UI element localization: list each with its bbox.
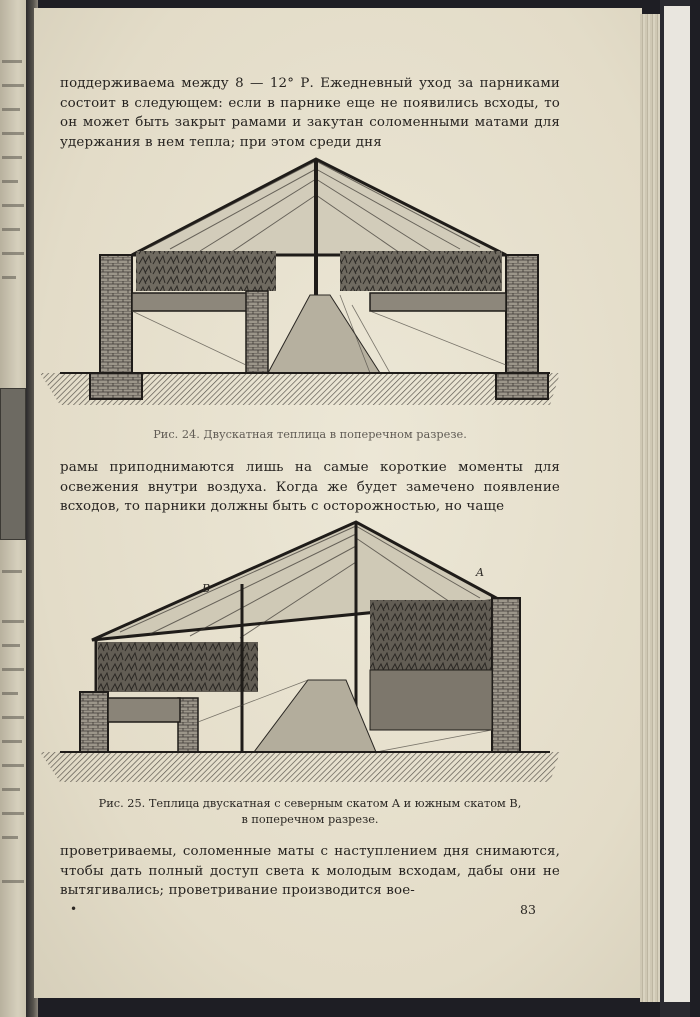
figure-24-greenhouse	[40, 155, 560, 420]
figure-25-label-a: A	[476, 566, 484, 579]
figure-25-caption-line-2: в поперечном разрезе.	[241, 813, 379, 826]
paragraph-middle: рамы приподнимаются лишь на самые короткие моменты для освежения внутри воздуха. Когда же будет замечено появление всходов, то парники должны быть с осторожностью, но чаще	[60, 460, 560, 515]
page-number: 83	[520, 902, 536, 917]
printer-mark: •	[70, 902, 78, 916]
left-page-illustration	[0, 388, 26, 540]
paragraph-bottom: проветриваемы, соломенные маты с наступлением дня снимаются, чтобы дать полный доступ света к молодым всходам, дабы они не вытягивались; проветривание производится вое-	[60, 844, 560, 899]
figure-25-greenhouse	[40, 512, 560, 792]
figure-24-caption: Рис. 24. Двускатная теплица в поперечном разрезе.	[153, 428, 467, 441]
endpaper	[664, 6, 690, 1002]
page-block-edge	[640, 14, 662, 1002]
figure-25-caption	[60, 796, 560, 828]
paragraph-top: поддерживаема между 8 — 12° Р. Ежедневный уход за парниками состоит в следующем: если в парнике еще не появились всходы, то он может быть закрыт рамами и закутан соломенными матами для удержания в нем тепла; при этом среди дня	[60, 76, 560, 150]
figure-25-label-b: B	[202, 582, 211, 595]
figure-25-caption-line-1: Рис. 25. Теплица двускатная с северным скатом A и южным скатом B,	[98, 797, 522, 810]
